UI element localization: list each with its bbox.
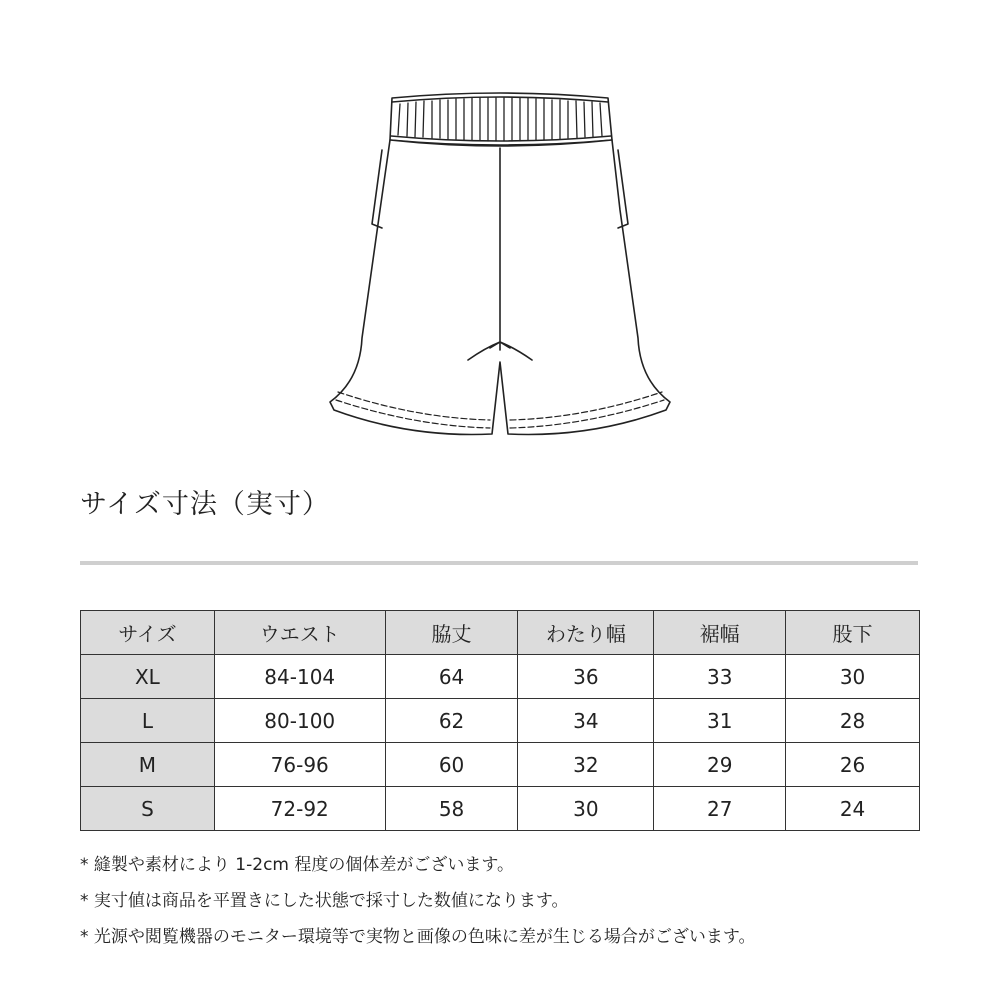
table-cell: 58 bbox=[385, 787, 518, 831]
table-row bbox=[81, 787, 920, 831]
table-cell: 84-104 bbox=[214, 655, 385, 699]
size-table bbox=[80, 610, 920, 831]
size-label: XL bbox=[81, 655, 215, 699]
table-cell: 27 bbox=[654, 787, 786, 831]
header-size: サイズ bbox=[81, 611, 215, 655]
size-label: M bbox=[81, 743, 215, 787]
table-cell: 64 bbox=[385, 655, 518, 699]
table-row bbox=[81, 743, 920, 787]
shorts-illustration-icon bbox=[320, 80, 680, 445]
table-cell: 30 bbox=[518, 787, 654, 831]
notes-list bbox=[80, 850, 756, 958]
header-side-length: 脇丈 bbox=[385, 611, 518, 655]
table-cell: 26 bbox=[786, 743, 920, 787]
table-cell: 76-96 bbox=[214, 743, 385, 787]
table-cell: 72-92 bbox=[214, 787, 385, 831]
note-item: * 実寸値は商品を平置きにした状態で採寸した数値になります。 bbox=[80, 891, 569, 911]
table-cell: 24 bbox=[786, 787, 920, 831]
note-item: * 縫製や素材により 1-2cm 程度の個体差がございます。 bbox=[80, 855, 515, 875]
table-cell: 32 bbox=[518, 743, 654, 787]
table-cell: 60 bbox=[385, 743, 518, 787]
size-label: S bbox=[81, 787, 215, 831]
table-cell: 33 bbox=[654, 655, 786, 699]
table-cell: 80-100 bbox=[214, 699, 385, 743]
table-cell: 62 bbox=[385, 699, 518, 743]
header-waist: ウエスト bbox=[214, 611, 385, 655]
table-cell: 29 bbox=[654, 743, 786, 787]
table-cell: 36 bbox=[518, 655, 654, 699]
table-row bbox=[81, 655, 920, 699]
header-hem-width: 裾幅 bbox=[654, 611, 786, 655]
header-inseam: 股下 bbox=[786, 611, 920, 655]
table-cell: 34 bbox=[518, 699, 654, 743]
table-row bbox=[81, 699, 920, 743]
table-cell: 28 bbox=[786, 699, 920, 743]
size-label: L bbox=[81, 699, 215, 743]
divider bbox=[80, 561, 918, 565]
table-header-row bbox=[81, 611, 920, 655]
section-title: サイズ寸法（実寸） bbox=[80, 489, 330, 520]
header-thigh-width: わたり幅 bbox=[518, 611, 654, 655]
note-item: * 光源や閲覧機器のモニター環境等で実物と画像の色味に差が生じる場合がございます。 bbox=[80, 927, 756, 947]
table-cell: 30 bbox=[786, 655, 920, 699]
table-cell: 31 bbox=[654, 699, 786, 743]
